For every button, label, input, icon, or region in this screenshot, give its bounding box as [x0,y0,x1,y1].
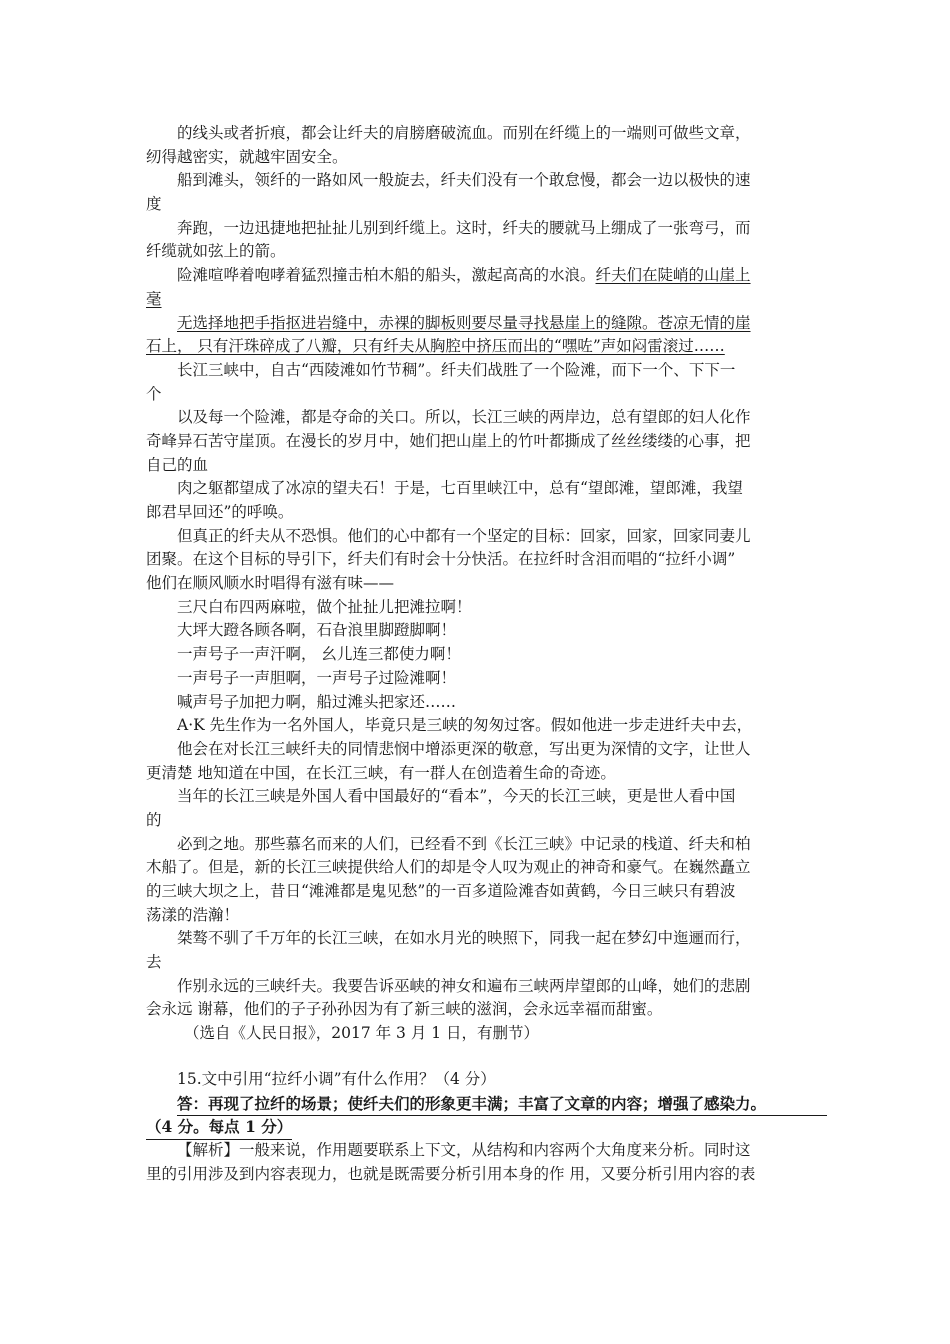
answer-score: （4 分。每点 1 分） [146,1115,292,1140]
text-line: 会永远 谢幕，他们的子子孙孙因为有了新三峡的滋润，会永远幸福而甜蜜。 [146,1000,663,1019]
text-line: 肉之躯都望成了冰凉的望夫石！于是，七百里峡江中，总有“望郎滩，望郎滩，我望 [177,479,743,498]
text-line: A·K 先生作为一名外国人，毕竟只是三峡的匆匆过客。假如他进一步走进纤夫中去， [177,716,753,735]
text-line: 的 [146,810,162,829]
text-line: 去 [146,953,162,972]
underlined-text: 石上， 只有汗珠碎成了八瓣，只有纤夫从胸腔中挤压而出的“嘿咗”声如闷雷滚过…… [146,337,725,356]
document-page [146,122,811,1186]
text-line: 纫得越密实，就越牢固安全。 [146,147,348,166]
underlined-text: 无选择地把手指抠进岩缝中，赤裸的脚板则要尽量寻找悬崖上的缝隙。苍凉无情的崖 [177,313,751,332]
text-line: 但真正的纤夫从不恐惧。他们的心中都有一个坚定的目标：回家，回家，回家同妻儿 [177,526,751,545]
text-line: 长江三峡中，自古“西陵滩如竹节稠”。纤夫们战胜了一个险滩，而下一个、下下一 [177,360,736,379]
song-line: 一声号子一声汗啊， 幺儿连三都使力啊！ [177,645,461,664]
text-line: 自己的血 [146,455,209,474]
text-line: 作别永远的三峡纤夫。我要告诉巫峡的神女和遍布三峡两岸望郎的山峰，她们的悲剧 [177,976,751,995]
song-line: 喊声号子加把力啊，船过滩头把家还…… [177,692,457,711]
analysis-line: 【解析】一般来说，作用题要联系上下文，从结构和内容两个大角度来分析。同时这 [177,1140,751,1159]
text-line [146,264,811,288]
text-line: 船到滩头，领纤的一路如风一般旋去，纤夫们没有一个敢怠慢，都会一边以极快的速 [177,171,751,190]
underlined-text-line [146,335,811,359]
underlined-text-line: 毫 [146,289,162,308]
text-line: 必到之地。那些慕名而来的人们，已经看不到《长江三峡》中记录的栈道、纤夫和柏 [177,834,751,853]
source-citation: （选自《人民日报》，2017 年 3 月 1 日，有删节） [184,1024,540,1043]
text-line: 团聚。在这个目标的导引下，纤夫们有时会十分快活。在拉纤时含泪而唱的“拉纤小调” [146,550,736,569]
text-line: 个 [146,384,162,403]
song-line: 大坪大蹬各顾各啊，石旮浪里脚蹬脚啊！ [177,621,457,640]
text-line: 以及每一个险滩，都是夺命的关口。所以，长江三峡的两岸边，总有望郎的妇人化作 [177,408,751,427]
text-line: 郎君早回还”的呼唤。 [146,503,294,521]
text-line: 桀骜不驯了千万年的长江三峡，在如水月光的映照下，同我一起在梦幻中迤逦而行， [177,929,751,948]
text-line: 木船了。但是，新的长江三峡提供给人们的却是令人叹为观止的神奇和豪气。在巍然矗立 [146,858,751,877]
underlined-text: 纤夫们在陡峭的山崖上 [595,266,751,285]
analysis-line: 里的引用涉及到内容表现力，也就是既需要分析引用本身的作 用，又要分析引用内容的表 [146,1164,756,1183]
song-line: 一声号子一声胆啊，一声号子过险滩啊！ [177,668,457,687]
answer-score-line [146,1115,811,1139]
text-line: 度 [146,195,162,214]
song-line: 三尺白布四两麻啦，做个扯扯儿把滩拉啊！ [177,597,472,616]
text-line: 奇峰异石苦守崖顶。在漫长的岁月中，她们把山崖上的竹叶都撕成了丝丝缕缕的心事，把 [146,431,751,450]
text-line: 奔跑，一边迅捷地把扯扯儿别到纤缆上。这时，纤夫的腰就马上绷成了一张弯弓，而 [177,218,751,237]
text-span: 险滩喧哗着咆哮着猛烈撞击柏木船的船头，激起高高的水浪。 [177,266,596,285]
section-gap [146,1046,811,1068]
question-15: 15.文中引用“拉纤小调”有什么作用？（4 分） [177,1069,496,1088]
underlined-text-line [146,312,811,336]
text-line: 纤缆就如弦上的箭。 [146,242,286,261]
text-line: 荡漾的浩瀚！ [146,905,240,924]
text-line: 他会在对长江三峡纤夫的同情悲悯中增添更深的敬意，写出更为深情的文字，让世人 [177,739,751,758]
text-line: 的三峡大坝之上，昔日“滩滩都是鬼见愁”的一百多道险滩杳如黄鹤，今日三峡只有碧波 [146,882,736,900]
text-line: 的线头或者折痕，都会让纤夫的肩膀磨破流血。而别在纤缆上的一端则可做些文章， [177,124,751,142]
answer-line [146,1092,811,1116]
text-line: 更清楚 地知道在中国，在长江三峡，有一群人在创造着生命的奇迹。 [146,763,616,782]
text-line: 他们在顺风顺水时唱得有滋有味—— [146,574,395,593]
text-line: 当年的长江三峡是外国人看中国最好的“看本”，今天的长江三峡，更是世人看中国 [177,787,736,806]
answer-text: 答：再现了拉纤的场景；使纤夫们的形象更丰满；丰富了文章的内容；增强了感染力。 [177,1092,827,1117]
